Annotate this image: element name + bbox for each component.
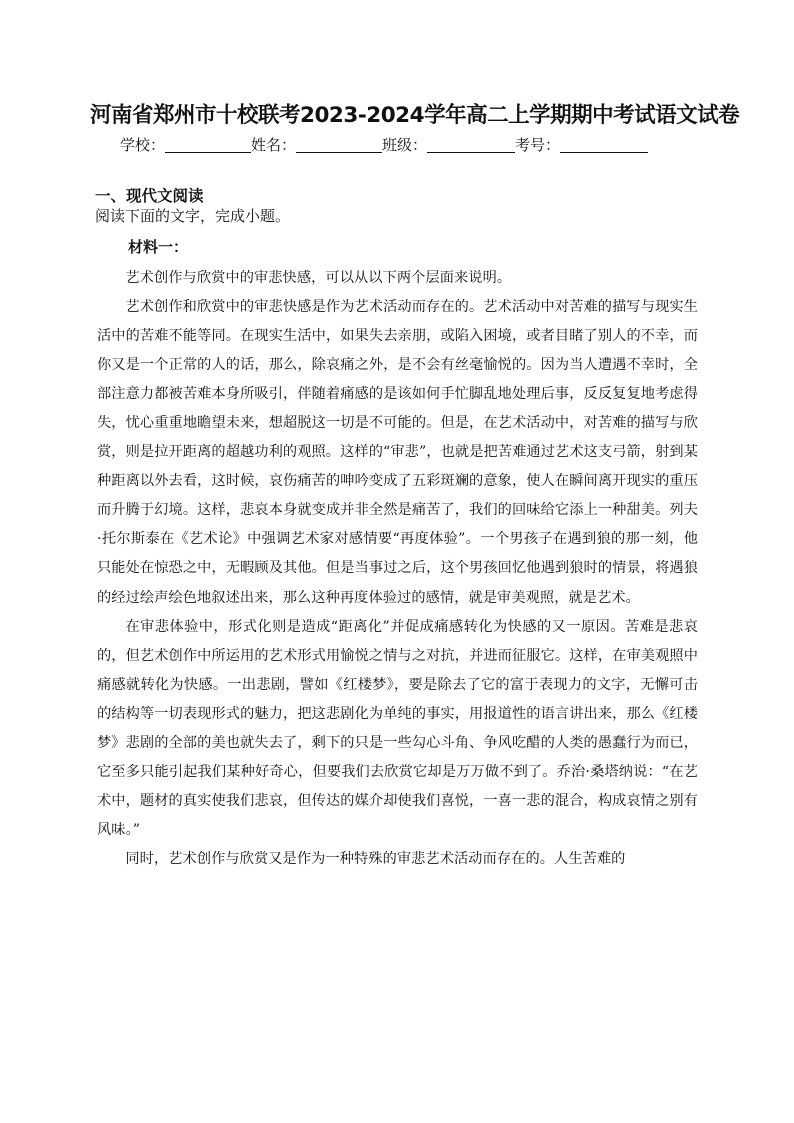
paragraph: 同时，艺术创作与欣赏又是作为一种特殊的审悲艺术活动而存在的。人生苦难的 bbox=[125, 850, 626, 867]
school-blank bbox=[165, 137, 251, 153]
name-blank bbox=[296, 137, 382, 153]
class-label: 班级： bbox=[382, 136, 428, 154]
paragraph: 在审悲体验中，形式化则是造成“距离化”并促成痛感转化为快感的又一原因。苦难是悲哀的，但艺术创作中所运用的艺术形式用愉悦之情与之对抗，并进而征服它。这样，在审美观照中痛感就转化为快感。一出悲剧，譬如《红楼梦》，要是除去了它的富于表现力的文字，无懈可击的结构等一切表现形式的魅力，把这悲剧化为单纯的事实，用报道性的语言讲出来，那么《红楼梦》悲剧的全部的美也就失去了，剩下的只是一些勾心斗角、争风吃醋的人类的愚蠢行为而已，它至多只能引起我们某种好奇心，但要我们去欣赏它却是万万做不到了。乔治·桑塔纳说：“在艺术中，题材的真实使我们悲哀，但传达的媒介却使我们喜悦，一喜一悲的混合，构成哀情之别有风味。” bbox=[97, 618, 698, 838]
name-label: 姓名： bbox=[251, 136, 297, 154]
section-heading: 一、现代文阅读 bbox=[95, 187, 204, 205]
article-body bbox=[97, 264, 698, 874]
exam-number-blank bbox=[560, 137, 648, 153]
document-title: 河南省郑州市十校联考2023-2024学年高二上学期期中考试语文试卷 bbox=[90, 103, 740, 128]
student-info-row bbox=[120, 134, 680, 155]
material-label: 材料一： bbox=[128, 238, 189, 256]
reading-instruction: 阅读下面的文字，完成小题。 bbox=[95, 207, 291, 225]
paragraph: 艺术创作与欣赏中的审悲快感，可以从以下两个层面来说明。 bbox=[125, 270, 512, 286]
school-label: 学校： bbox=[120, 136, 166, 154]
paragraph: 艺术创作和欣赏中的审悲快感是作为艺术活动而存在的。艺术活动中对苦难的描写与现实生活中的苦难不能等同。在现实生活中，如果失去亲朋，或陷入困境，或者目睹了别人的不幸，而你又是一个正常的人的话，那么，除哀痛之外，是不会有丝毫愉悦的。因为当人遭遇不幸时，全部注意力都被苦难本身所吸引，伴随着痛感的是该如何手忙脚乱地处理后事，反反复复地考虑得失，忧心重重地瞻望未来，想超脱这一切是不可能的。但是，在艺术活动中，对苦难的描写与欣赏，则是拉开距离的超越功利的观照。这样的“审悲”，也就是把苦难通过艺术这支弓箭，射到某种距离以外去看，这时候，哀伤痛苦的呻吟变成了五彩斑斓的意象，使人在瞬间离开现实的重压而升腾于幻境。这样，悲哀本身就变成并非全然是痛苦了，我们的回味给它添上一种甜美。列夫·托尔斯泰在《艺术论》中强调艺术家对感情要“再度体验”。一个男孩子在遇到狼的那一刻，他只能处在惊恐之中，无暇顾及其他。但是当事过之后，这个男孩回忆他遇到狼时的情景，将遇狼的经过绘声绘色地叙述出来，那么这种再度体验过的感情，就是审美观照，就是艺术。 bbox=[97, 299, 698, 606]
exam-number-label: 考号： bbox=[515, 136, 561, 154]
class-blank bbox=[427, 137, 515, 153]
